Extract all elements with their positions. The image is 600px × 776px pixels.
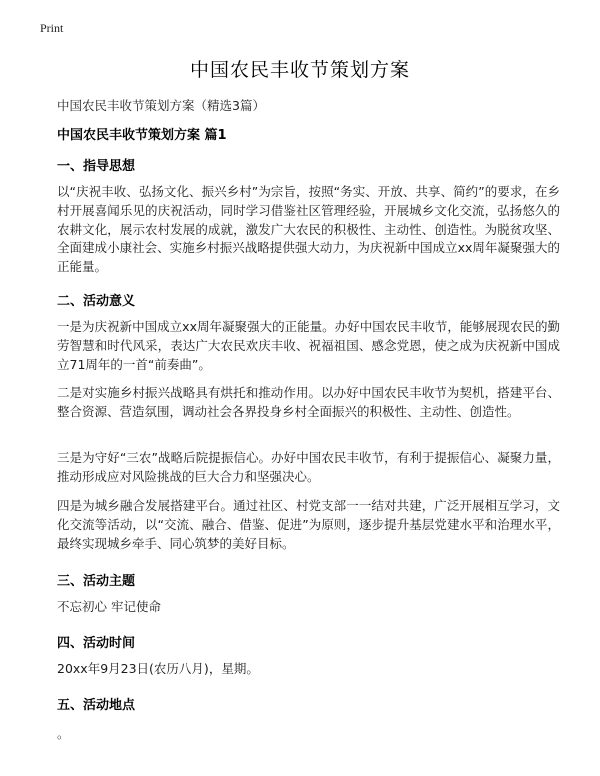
section-heading-2: 二、活动意义: [57, 294, 136, 309]
section-heading-4: 四、活动时间: [57, 636, 136, 651]
section-5-paragraph: 。: [57, 726, 70, 741]
section-2-paragraph-4: 四是为城乡融合发展搭建平台。通过社区、村党支部一一结对共建，广泛开展相互学习，文化交流等活动，以“交流、融合、借鉴、促进”为原则，逐步提升基层党建水平和治理水平，最终实现城乡牵手、同心筑梦的美好目标。: [57, 498, 560, 551]
section-heading-5: 五、活动地点: [57, 698, 136, 713]
section-1-paragraph: 以“庆祝丰收、弘扬文化、振兴乡村”为宗旨，按照“务实、开放、共享、简约”的要求，在乡村开展喜闻乐见的庆祝活动，同时学习借鉴社区管理经验，开展城乡文化交流，弘扬悠久的农耕文化，展示农村发展的成就，激发广大农民的积极性、主动性、创造性。为脱贫攻坚、全面建成小康社会、实施乡村振兴战略提供强大动力，为庆祝新中国成立xx周年凝聚强大的正能量。: [57, 184, 560, 275]
section-3-paragraph: 不忘初心 牢记使命: [57, 599, 161, 614]
section-heading-1: 一、指导思想: [57, 159, 136, 174]
doc-subtitle: 中国农民丰收节策划方案（精选3篇）: [57, 98, 265, 113]
article-title: 中国农民丰收节策划方案 篇1: [57, 128, 227, 143]
section-2-paragraph-3: 三是为守好“三农”战略后院提振信心。办好中国农民丰收节，有利于提振信心、凝聚力量，推动形成应对风险挑战的巨大合力和坚强决心。: [57, 450, 560, 484]
page-title: 中国农民丰收节策划方案: [189, 59, 410, 81]
print-link[interactable]: Print: [40, 21, 64, 35]
section-heading-3: 三、活动主题: [57, 574, 136, 589]
section-4-paragraph: 20xx年9月23日(农历八月)，星期。: [57, 661, 259, 676]
section-2-paragraph-2: 二是对实施乡村振兴战略具有烘托和推动作用。以办好中国农民丰收节为契机，搭建平台、整合资源、营造氛围，调动社会各界投身乡村全面振兴的积极性、主动性、创造性。: [57, 385, 560, 419]
section-2-paragraph-1: 一是为庆祝新中国成立xx周年凝聚强大的正能量。办好中国农民丰收节，能够展现农民的勤劳智慧和时代风采，表达广大农民欢庆丰收、祝福祖国、感念党恩，使之成为庆祝新中国成立71周年的一首“前奏曲”。: [57, 319, 560, 372]
